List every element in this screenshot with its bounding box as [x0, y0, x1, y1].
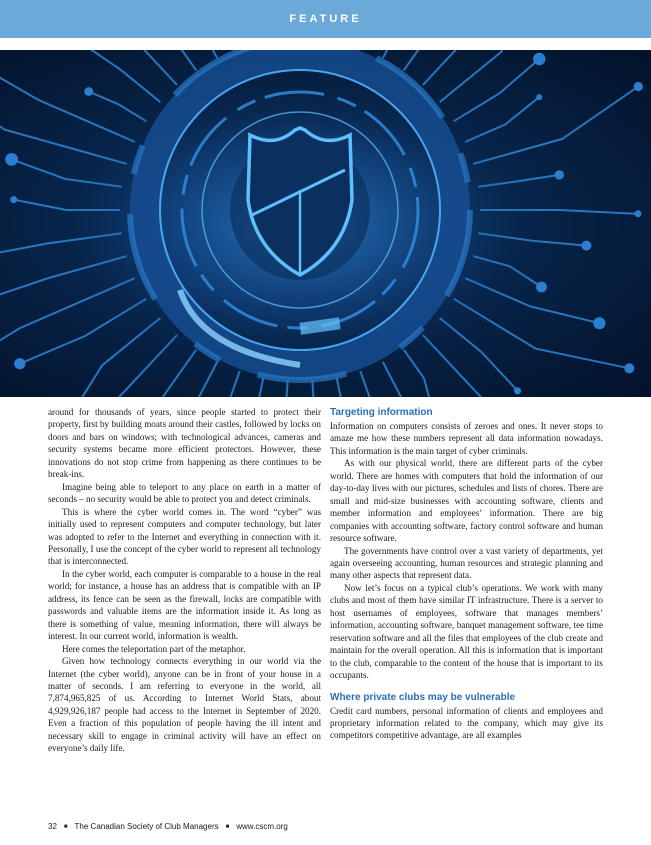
paragraph: This is where the cyber world comes in. The word “cyber” was initially used to represent computers and computer technology, but later was adopted to refer to the Internet and everything in connection with it. Personally, I use the concept of the cyber world to represent all technology that is interconnected. — [48, 506, 321, 567]
circuit-pad — [634, 82, 643, 91]
hero-image — [0, 50, 651, 397]
circuit-trace — [423, 50, 508, 85]
circuit-pad — [84, 87, 93, 96]
circuit-pad — [533, 53, 545, 65]
circuit-trace — [440, 50, 542, 102]
circuit-trace — [282, 381, 288, 397]
paragraph: Information on computers consists of zeroes and ones. It never stops to amaze me how these numbers represent all data information nowadays. This information is the main target of cyber criminals. — [330, 421, 603, 456]
paragraph: Imagine being able to teleport to any place on earth in a matter of seconds – no security would be able to protect you and detect criminals. — [48, 481, 321, 505]
circuit-pad — [635, 210, 642, 217]
circuit-trace — [312, 381, 335, 397]
cyber-shield-illustration — [0, 50, 651, 397]
circuit-pad — [581, 241, 591, 251]
circuit-pad — [514, 387, 521, 394]
circuit-trace — [203, 371, 240, 397]
page-number: 32 — [48, 822, 57, 831]
circuit-trace — [383, 50, 404, 58]
website-link: www.cscm.org — [236, 822, 288, 831]
separator-dot: ■ — [63, 823, 68, 830]
paragraph: The governments have control over a vast variety of departments, yet again overseeing accounting, human resources and strategic planning and many other aspects that represent data. — [330, 545, 603, 581]
circuit-pad — [10, 196, 17, 203]
right-column — [330, 406, 603, 742]
circuit-pad — [14, 358, 25, 369]
circuit-trace — [454, 59, 540, 121]
circuit-pad — [536, 94, 542, 100]
paragraph: Given how technology connects everything in our world via the Internet (the cyber world), anyone can be in front of your house in a matter of seconds. I am referring to everyone in the world, all 7,874,965,825 of us. According to Internet World Stats, about 4,929,926,187 people had access to the Internet in September of 2020. Even a fraction of this population of people having the ill intent and necessary skill to engage in criminal activity will have an effect on everyone’s daily life. — [48, 656, 321, 754]
circuit-pad — [536, 282, 547, 293]
paragraph: around for thousands of years, since people started to protect their property, first by building moats around their castles, followed by locks on doors and bars on windows; with technological advances, cameras and security systems became more efficient protectors. However, these innovations do not stop crime from happening as there continues to be break-ins. — [48, 407, 321, 480]
circuit-trace — [111, 362, 218, 397]
circuit-pad — [593, 317, 605, 329]
section-heading: Where private clubs may be vulnerable — [330, 691, 516, 703]
circuit-trace — [130, 50, 218, 58]
circuit-pad — [5, 153, 18, 166]
paragraph: Here comes the teleportation part of the metaphor. — [62, 643, 246, 654]
left-column — [48, 406, 321, 755]
circuit-pad — [624, 363, 634, 373]
circuit-pad — [555, 170, 564, 179]
page-footer — [48, 822, 288, 831]
separator-dot: ■ — [225, 823, 230, 830]
section-label: FEATURE — [289, 13, 362, 25]
paragraph: As with our physical world, there are different parts of the cyber world. There are homes with computers that hold the information of our day-to-day lives with our pictures, schedules and lists of chores. There are small and mid-size businesses with accounting software, clients and member information and employees’ information. There are big companies with accounting software, factory control software and human resource software. — [330, 458, 603, 544]
paragraph: Now let’s focus on a typical club’s operations. We work with many clubs and most of them have similar IT infrastructure. There is a server to host usernames of employees, software that manages members’ information, accounting software, banquet management software, tee time reservation software and all the files that employees of the club create and maintain for the overall operation. All this is information that is important to the club, comparable to the content of the house that is important to its occupants. — [330, 582, 603, 681]
section-banner — [0, 0, 651, 38]
circuit-trace — [158, 50, 196, 70]
section-heading: Targeting information — [330, 407, 433, 418]
paragraph: Credit card numbers, personal information of clients and employees and proprietary information related to the company, which may give its competitors competitive advantage, are all examples — [330, 705, 603, 741]
publication-name: The Canadian Society of Club Managers — [74, 822, 219, 831]
paragraph: In the cyber world, each computer is comparable to a house in the real world; for instance, a house has an address that is compatible with an IP address, its fence can be seen as the firewall, locks are compatible with passwords and valuable items are the information inside it. As long as there is something of value, meaning information, there will always be interest. In our current world, information is wealth. — [48, 568, 321, 642]
